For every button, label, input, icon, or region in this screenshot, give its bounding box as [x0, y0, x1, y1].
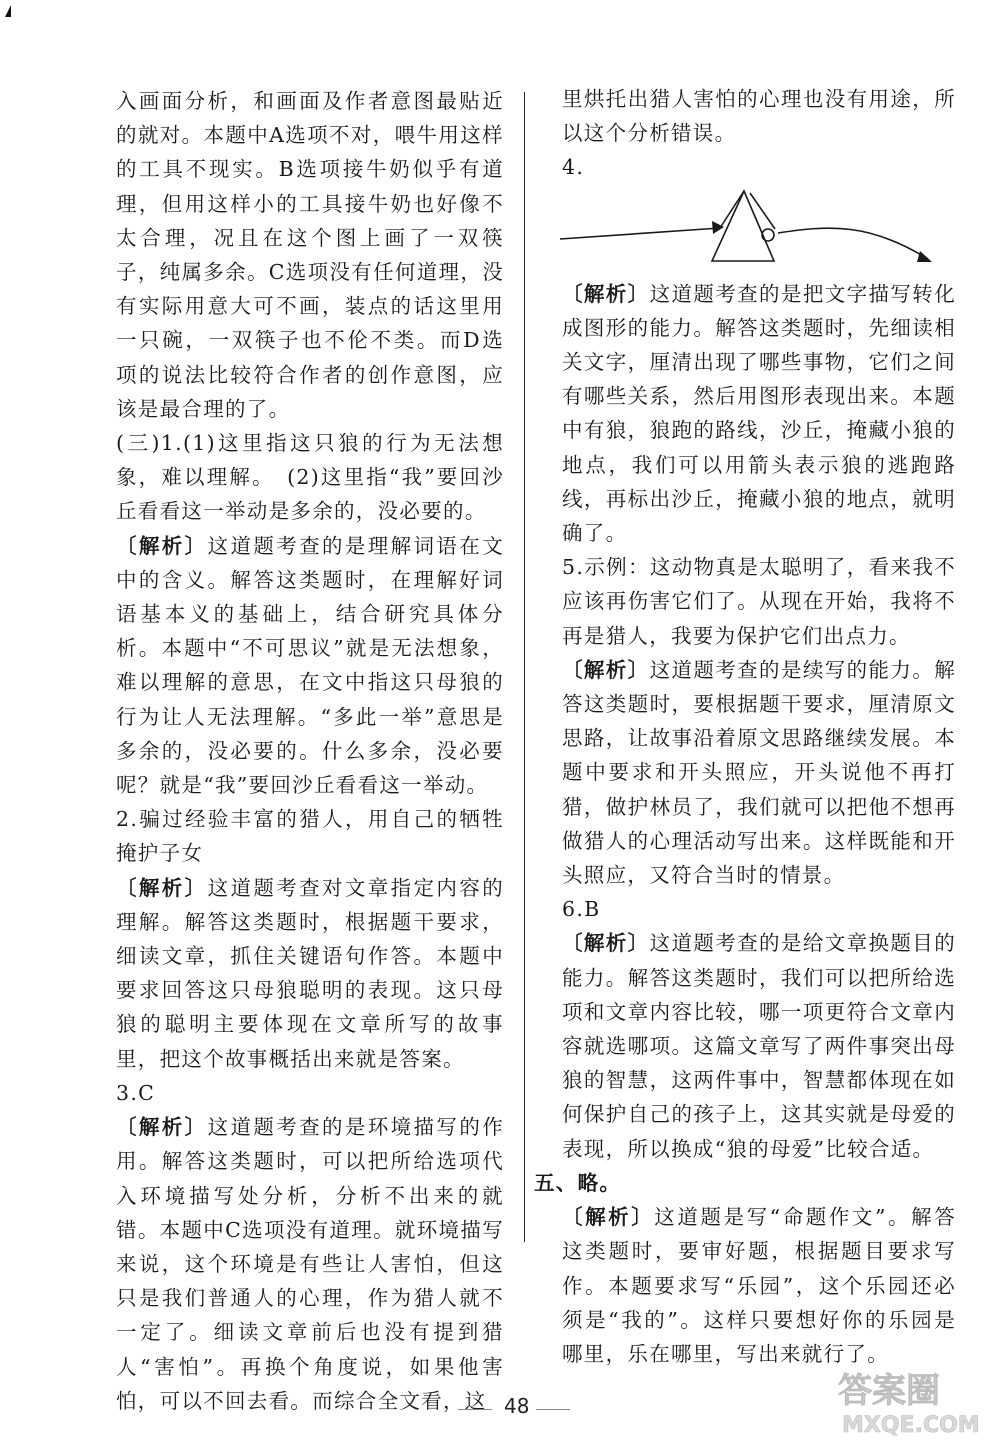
analysis-text: 这道题考查的是给文章换题目的能力。解答这类题时，我们可以把所给选项和文章内容比较，哪一项更符合文章内容就选哪项。这篇文章写了两件事突出母狼的智慧，这两件事中，智慧都体现在如何保护自己的孩子上，这其实就是母爱的表现，所以换成“狼的母爱”比较合适。 — [562, 931, 956, 1161]
footer-rule-right — [536, 1409, 570, 1410]
route-arrow-down — [750, 193, 775, 229]
analysis-text: 这道题考查的是理解词语在文中的含义。解答这类题时，在理解好词语基本义的基础上，结合研究具体分析。本题中“不可思议”就是无法想象，难以理解的意思，在文中指这只母狼的行为让人无法理解。“多此一举”意思是多余的，没必要的。什么多余，没必要呢？就是“我”要回沙丘看看这一举动。 — [116, 533, 505, 798]
watermark-logo — [834, 1362, 984, 1440]
analysis-paragraph — [116, 871, 504, 1076]
analysis-paragraph — [562, 926, 956, 1165]
cub-hiding-spot-icon — [762, 229, 774, 241]
analysis-tag: 〔解析〕 — [562, 1205, 655, 1230]
route-arrow-out — [778, 228, 928, 259]
route-arrow-in — [560, 228, 720, 239]
answer-2: 2.骗过经验丰富的猎人，用自己的牺牲掩护子女 — [116, 807, 504, 866]
analysis-paragraph — [562, 1200, 956, 1371]
route-arrow-up — [720, 191, 744, 228]
answer-3-1: (三)1.(1)这里指这只狼的行为无法想象，难以理解。 (2)这里指“我”要回沙丘看看这一举动是多余的，没必要的。 — [116, 431, 504, 524]
analysis-paragraph — [116, 529, 504, 803]
svg-text:答案圈: 答案圈 — [838, 1371, 940, 1411]
answer-6: 6.B — [562, 897, 601, 922]
analysis-tag: 〔解析〕 — [116, 1115, 208, 1140]
analysis-tag: 〔解析〕 — [562, 657, 650, 682]
analysis-text: 这道题是写“命题作文”。解答这类题时，要审好题，根据题目要求写作。本题要求写“乐园”，这个乐园还必须是“我的”。这样只要想好你的乐园是哪里，乐在哪里，写出来就行了。 — [562, 1205, 956, 1366]
column-divider — [524, 92, 525, 1242]
section-5-heading: 五、略。 — [534, 1170, 622, 1195]
route-arrow-out-head — [917, 251, 932, 262]
right-column — [534, 82, 956, 1371]
answer-continuation: 里烘托出猎人害怕的心理也没有用途，所以这个分析错误。 — [562, 87, 956, 146]
left-column — [116, 84, 504, 1418]
svg-text:MXQE.COM: MXQE.COM — [842, 1413, 980, 1438]
analysis-text: 这道题考查的是续写的能力。解答这类题时，要根据题干要求，厘清原文思路，让故事沿着原文思路继续发展。本题中要求和开头照应，开头说他不再打猎，做护林员了，我们就可以把他不想再做猎人的心理活动写出来。这样既能和开头照应，又符合当时的情景。 — [562, 657, 956, 888]
corner-mark — [4, 4, 12, 18]
wolf-route-diagram — [560, 187, 954, 277]
answer-paragraph: 入画面分析，和画面及作者意图最贴近的就对。本题中A选项不对，喂牛用这样的工具不现实。B选项接牛奶似乎有道理，但用这样小的工具接牛奶也好像不太合理，况且在这个图上画了一双筷子，纯属多余。C选项没有任何道理，没有实际用意大可不画，装点的话这里用一只碗，一双筷子也不伦不类。而D选项的说法比较符合作者的创作意图，应该是最合理的了。 — [116, 89, 504, 421]
analysis-tag: 〔解析〕 — [116, 533, 208, 558]
analysis-tag: 〔解析〕 — [116, 875, 208, 900]
analysis-paragraph — [562, 277, 956, 551]
analysis-text: 这道题考查的是把文字描写转化成图形的能力。解答这类题时，先细读相关文字，厘清出现了哪些事物，它们之间有哪些关系，然后用图形表现出来。本题中有狼，狼跑的路线，沙丘，掩藏小狼的地点，我们可以用箭头表示狼的逃跑路线，再标出沙丘，掩藏小狼的地点，就明确了。 — [562, 281, 956, 546]
analysis-paragraph — [562, 653, 956, 892]
answer-5: 5.示例：这动物真是太聪明了，看来我不应该再伤害它们了。从现在开始，我将不再是猎人，我要为保护它们出点力。 — [562, 555, 956, 648]
route-arrow-in-head — [712, 221, 724, 234]
page-number: 48 — [504, 1394, 530, 1418]
answer-3: 3.C — [116, 1080, 156, 1105]
footer-rule-left — [458, 1409, 492, 1410]
analysis-paragraph — [116, 1110, 504, 1418]
answer-4: 4. — [562, 155, 585, 180]
analysis-text: 这道题考查对文章指定内容的理解。解答这类题时，根据题干要求，细读文章，抓住关键语句作答。本题中要求回答这只母狼聪明的表现。这只母狼的聪明主要体现在文章所写的故事里，把这个故事概括出来就是答案。 — [116, 875, 505, 1071]
analysis-tag: 〔解析〕 — [562, 281, 650, 306]
analysis-tag: 〔解析〕 — [562, 931, 650, 956]
analysis-text: 这道题考查的是环境描写的作用。解答这类题时，可以把所给选项代入环境描写处分析，分析不出来的就错。本题中C选项没有道理。就环境描写来说，这个环境是有些让人害怕，但这只是我们普通人的心理，作为猎人就不一定了。细读文章前后也没有提到猎人“害怕”。再换个角度说，如果他害怕，可以不回去看。而综合全文看，这 — [116, 1115, 505, 1413]
